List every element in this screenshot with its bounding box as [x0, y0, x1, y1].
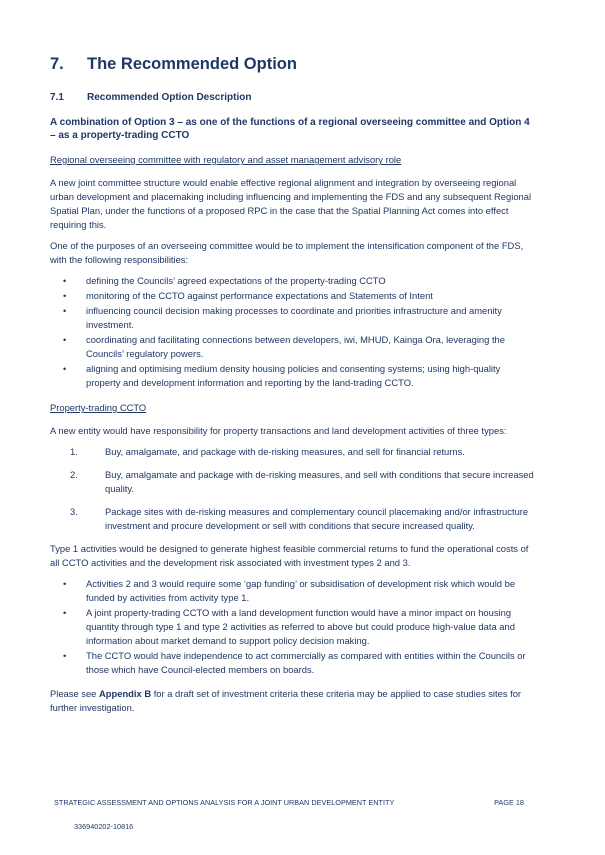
list-item — [50, 468, 535, 496]
appendix-reference: Appendix B — [99, 688, 152, 699]
bullet-icon: • — [63, 650, 67, 661]
list-item-text: The CCTO would have independence to act commercially as compared with entities within the Councils or those which have Council-elected members on boards. — [86, 650, 526, 675]
bullet-icon: • — [63, 607, 67, 618]
closing-paragraph — [50, 687, 535, 715]
subsection-number: 7.1 — [50, 92, 64, 103]
list-number: 1. — [70, 446, 78, 457]
ccto-paragraph-2: Type 1 activities would be designed to generate highest feasible commercial returns to fund the operational costs of all CCTO activities and the development risk associated with investment types 2 and 3. — [50, 543, 529, 568]
subsection-title: Recommended Option Description — [87, 92, 252, 103]
list-item-text: aligning and optimising medium density housing policies and consenting systems; using high-quality property and development information and reporting by the land-trading CCTO. — [86, 363, 501, 388]
section-number: 7. — [50, 55, 64, 73]
list-item-text: coordinating and facilitating connections between developers, iwi, MHUD, Kainga Ora, leveraging the Councils’ regulatory powers. — [86, 334, 505, 359]
list-item — [50, 289, 535, 303]
list-item-text: Activities 2 and 3 would require some ‘gap funding’ or subsidisation of development risk which would be funded by activities from activity type 1. — [86, 578, 516, 603]
committee-heading: Regional overseeing committee with regulatory and asset management advisory role — [50, 154, 402, 165]
list-item — [50, 304, 535, 332]
option-combination-heading: A combination of Option 3 – as one of the functions of a regional overseeing committee and Option 4 – as a property-trading CCTO — [50, 117, 530, 141]
list-item — [50, 445, 535, 459]
list-item — [50, 274, 535, 288]
list-number: 2. — [70, 469, 78, 480]
bullet-icon: • — [63, 578, 67, 589]
list-item-text: influencing council decision making processes to coordinate and priorities infrastructure and amenity investment. — [86, 305, 502, 330]
page-number: PAGE 18 — [494, 798, 524, 807]
subsection-heading — [50, 92, 535, 103]
document-id: 336940202-10816 — [74, 822, 134, 831]
page-content — [50, 55, 535, 722]
list-item — [50, 577, 535, 605]
committee-responsibilities-list — [50, 274, 535, 390]
committee-paragraph-2: One of the purposes of an overseeing committee would be to implement the intensification component of the FDS, with the following responsibilities: — [50, 240, 524, 265]
closing-post: for a draft set of investment criteria these criteria may be applied to case studies sites for further investigation. — [50, 688, 522, 713]
list-item-text: defining the Councils’ agreed expectations of the property-trading CCTO — [86, 275, 386, 286]
bullet-icon: • — [63, 334, 67, 345]
list-item — [50, 505, 535, 533]
list-item — [50, 362, 535, 390]
committee-paragraph-1: A new joint committee structure would enable effective regional alignment and integration by overseeing regional urban development and placemaking including influencing and implementing the FDS and any subsequent Regional Spatial Plan, under the functions of a proposed RPC in the case that the Spatial Planning Act comes into effect requiring this. — [50, 177, 532, 230]
list-item — [50, 649, 535, 677]
list-item-text: monitoring of the CCTO against performance expectations and Statements of Intent — [86, 290, 433, 301]
ccto-heading: Property-trading CCTO — [50, 402, 147, 413]
list-item-text: Buy, amalgamate, and package with de-risking measures, and sell for financial returns. — [105, 446, 465, 457]
list-item-text: Buy, amalgamate and package with de-risking measures, and sell with conditions that secure increased quality. — [105, 469, 534, 494]
ccto-notes-list — [50, 577, 535, 677]
footer-title: STRATEGIC ASSESSMENT AND OPTIONS ANALYSIS FOR A JOINT URBAN DEVELOPMENT ENTITY — [54, 798, 395, 807]
list-number: 3. — [70, 506, 78, 517]
section-title: The Recommended Option — [87, 55, 297, 73]
section-heading — [50, 55, 535, 74]
list-item-text: A joint property-trading CCTO with a land development function would have a minor impact on housing quantity through type 1 and type 2 activities as referred to above but could produce high-value data and information about market demand to support policy decision making. — [86, 607, 515, 646]
bullet-icon: • — [63, 290, 67, 301]
list-item-text: Package sites with de-risking measures and complementary council placemaking and/or infrastructure investment and procure development or sell with conditions that secure increased quality. — [105, 506, 529, 531]
list-item — [50, 606, 535, 648]
bullet-icon: • — [63, 363, 67, 374]
page-footer — [54, 798, 524, 807]
bullet-icon: • — [63, 305, 67, 316]
list-item — [50, 333, 535, 361]
ccto-paragraph-1: A new entity would have responsibility for property transactions and land development activities of three types: — [50, 425, 507, 436]
closing-pre: Please see — [50, 688, 99, 699]
activity-types-list — [50, 445, 535, 533]
bullet-icon: • — [63, 275, 67, 286]
